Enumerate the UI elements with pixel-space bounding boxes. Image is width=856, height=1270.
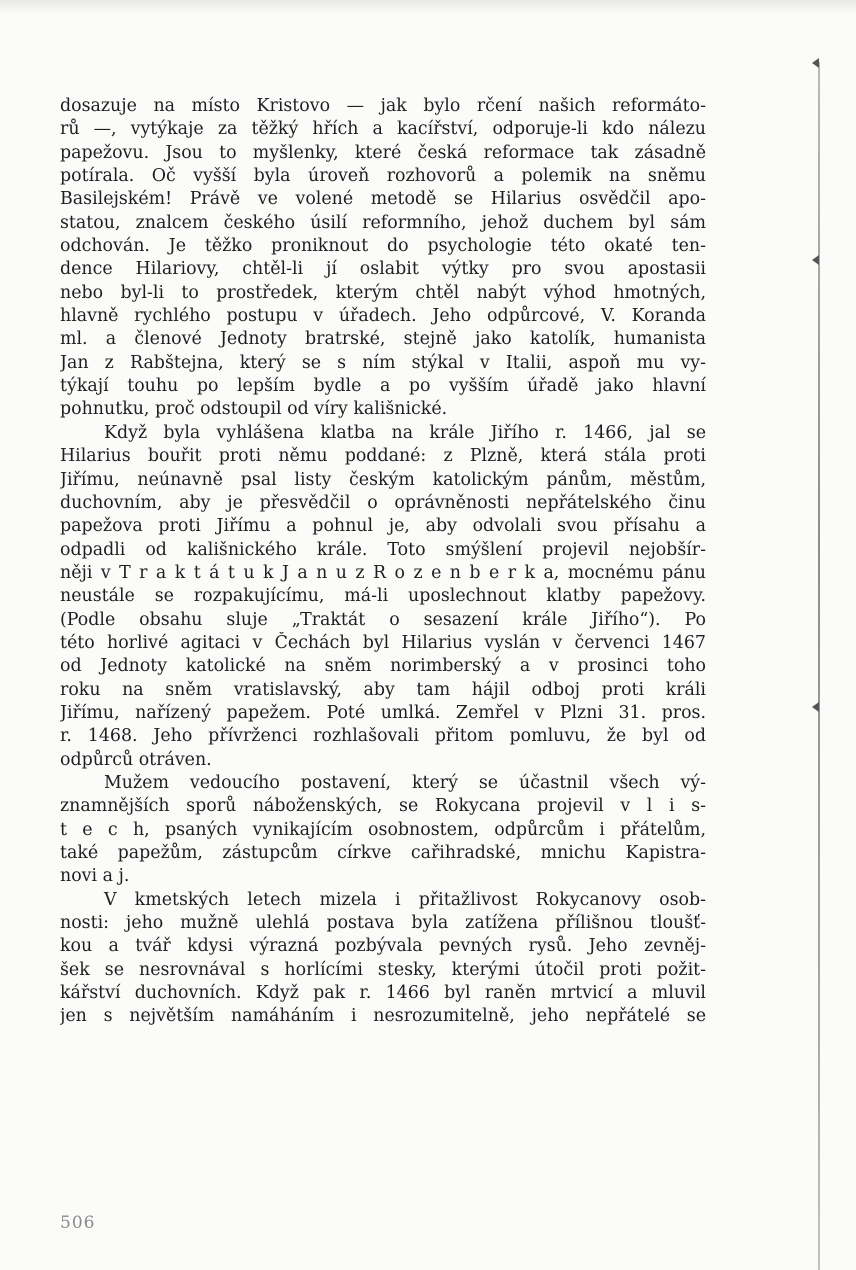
text-line: Hilarius bouřit proti němu poddané: z Plzně, která stála proti	[60, 446, 706, 467]
text-line: Jan z Rabštejna, který se s ním stýkal v Italii, aspoň mu vy-	[60, 352, 706, 373]
paragraph-end-line: novi a j.	[60, 866, 130, 887]
text-line: papežovu. Jsou to myšlenky, které česká reformace tak zásadně	[60, 142, 706, 163]
text-line: něji v T r a k t á t u k J a n u z R o z e n b e r k a, mocnému pánu	[60, 562, 706, 583]
page-edge-mark	[812, 58, 819, 68]
text-line: Basilejském! Právě ve volené metodě se Hilarius osvědčil apo-	[60, 189, 706, 210]
text-line: jen s největším namáháním i nesrozumitelně, jeho nepřátelé se	[60, 1006, 706, 1027]
text-line: znamnějších sporů náboženských, se Rokycana projevil v l i s-	[60, 796, 706, 817]
text-line: odpadli od kališnického krále. Toto smýšlení projevil nejobšír-	[60, 539, 706, 560]
text-line: r. 1468. Jeho přívrženci rozhlašovali přitom pomluvu, že byl od	[60, 726, 706, 747]
text-line: neustále se rozpakujícímu, má-li uposlechnout klatby papežovy.	[60, 586, 706, 607]
text-line: potírala. Oč vyšší byla úroveň rozhovorů a polemik na sněmu	[60, 166, 706, 187]
text-line: Jiřímu, neúnavně psal listy českým katolickým pánům, městům,	[60, 469, 706, 490]
text-line: nosti: jeho mužně ulehlá postava byla zatížena přílišnou tloušť-	[60, 913, 706, 934]
paragraph-end-line: pohnutku, proč odstoupil od víry kališnické.	[60, 399, 448, 420]
text-line: roku na sněm vratislavský, aby tam hájil odboj proti králi	[60, 679, 706, 700]
text-line: dence Hilariovy, chtěl-li jí oslabit výtky pro svou apostasii	[60, 259, 706, 280]
text-line: statou, znalcem českého úsilí reformního, jehož duchem byl sám	[60, 212, 706, 233]
paragraph-end-line: odpůrců otráven.	[60, 749, 212, 770]
page-edge-line	[818, 62, 820, 1270]
paragraph-start-line: V kmetských letech mizela i přitažlivost Rokycanovy osob-	[104, 889, 706, 910]
text-line: hlavně rychlého postupu v úřadech. Jeho odpůrcové, V. Koranda	[60, 306, 706, 327]
text-line: také papežům, zástupcům církve cařihradské, mnichu Kapistra-	[60, 843, 706, 863]
text-line: šek se nesrovnával s horlícími stesky, kterými útočil proti požit-	[60, 959, 706, 980]
text-line: od Jednoty katolické na sněm norimberský a v prosinci toho	[60, 656, 706, 677]
text-line: této horlivé agitaci v Čechách byl Hilarius vyslán v červenci 1467	[60, 632, 706, 653]
text-line: kářství duchovních. Když pak r. 1466 byl raněn mrtvicí a mluvil	[60, 983, 706, 1004]
body-text	[60, 95, 706, 1029]
text-line: odchován. Je těžko proniknout do psychologie této okaté ten-	[60, 236, 706, 257]
text-line: kou a tvář kdysi výrazná pozbývala pevných rysů. Jeho zevněj-	[60, 936, 706, 957]
paragraph-start-line: Mužem vedoucího postavení, který se účastnil všech vý-	[104, 772, 706, 793]
text-line: nebo byl-li to prostředek, kterým chtěl nabýt výhod hmotných,	[60, 282, 706, 303]
page-edge-mark	[812, 702, 819, 712]
text-line: (Podle obsahu sluje „Traktát o sesazení krále Jiřího“). Po	[60, 609, 706, 630]
text-line: t e c h, psaných vynikajícím osobnostem, odpůrcům i přátelům,	[60, 819, 706, 840]
text-line: Jiřímu, nařízený papežem. Poté umlká. Zemřel v Plzni 31. pros.	[60, 702, 706, 723]
paragraph-start-line: Když byla vyhlášena klatba na krále Jiřího r. 1466, jal se	[104, 422, 706, 443]
text-line: týkají touhu po lepším bydle a po vyšším úřadě jako hlavní	[60, 376, 706, 397]
page-edge-mark	[812, 255, 819, 265]
text-line: duchovním, aby je přesvědčil o oprávněnosti nepřátelského činu	[60, 492, 706, 513]
text-line: dosazuje na místo Kristovo — jak bylo rčení našich reformáto-	[60, 96, 706, 116]
text-line: papežova proti Jiřímu a pohnul je, aby odvolali svou přísahu a	[60, 516, 706, 537]
text-line: ml. a členové Jednoty bratrské, stejně jako katolík, humanista	[60, 329, 706, 350]
page-top-shadow	[0, 0, 856, 14]
text-line: rů —, vytýkaje za těžký hřích a kacířství, odporuje-li kdo nálezu	[60, 119, 706, 140]
page-number: 506	[60, 1213, 96, 1233]
